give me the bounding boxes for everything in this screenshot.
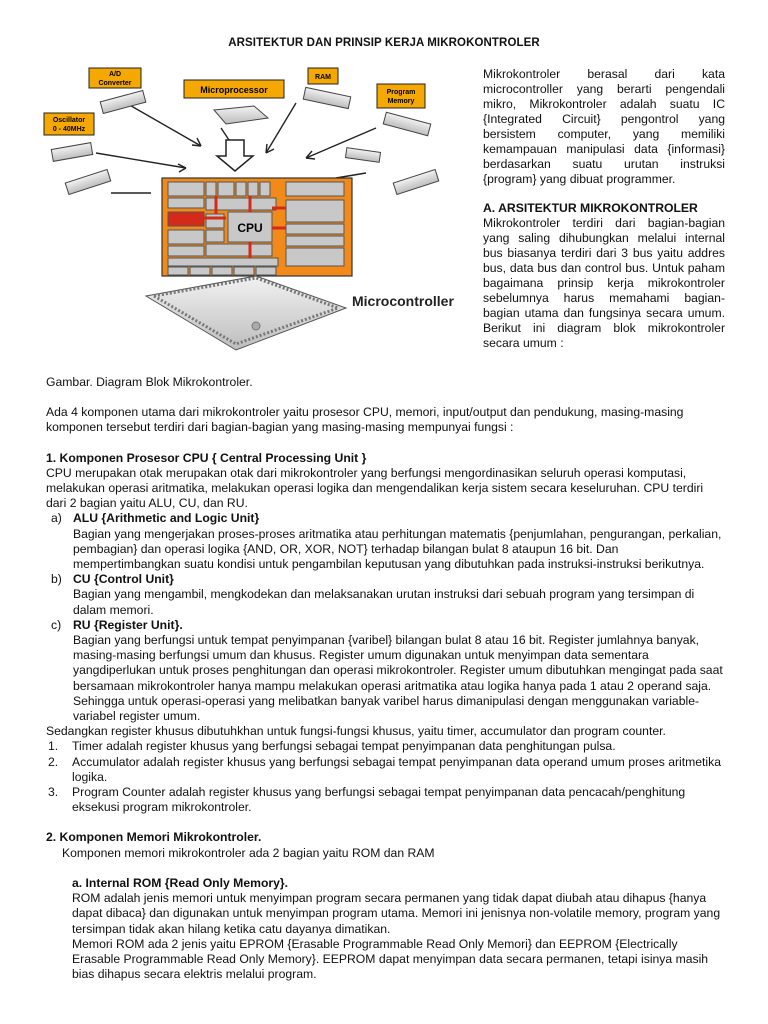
microcontroller-figure bbox=[36, 58, 476, 358]
microprocessor-group bbox=[184, 80, 284, 124]
cu-title: CU {Control Unit} bbox=[73, 572, 174, 587]
section-2-text: Komponen memori mikrokontroler ada 2 bagian yaitu ROM dan RAM bbox=[62, 845, 435, 860]
body-text bbox=[46, 375, 726, 982]
section-1-heading: 1. Komponen Prosesor CPU { Central Processing Unit } bbox=[46, 450, 367, 465]
osc-label-1: Oscillator bbox=[52, 117, 86, 124]
ru-title: RU {Register Unit}. bbox=[73, 617, 183, 632]
special-register-intro: Sedangkan register khusus dibutuhkhan untuk fungsi-fungsi khusus, yaitu timer, accumulator dan program counter. bbox=[46, 724, 666, 739]
list-item-ru bbox=[46, 618, 726, 724]
side-chip-left bbox=[65, 169, 111, 194]
list-marker: 2. bbox=[48, 754, 59, 769]
list-item-timer bbox=[46, 739, 726, 754]
ram-label: RAM bbox=[315, 74, 331, 81]
mc-chip bbox=[146, 276, 346, 350]
timer-text: Timer adalah register khusus yang berfungsi sebagai tempat penyimpanan data penghitungan pulsa. bbox=[72, 739, 616, 754]
architecture-heading: A. ARSITEKTUR MIKROKONTROLER bbox=[483, 201, 698, 215]
list-marker: b) bbox=[51, 572, 62, 587]
rom-paragraph-1: ROM adalah jenis memori untuk menyimpan program secara permanen yang tidak dapat diubah atau dihapus {hanya dapat dibaca} dan digunakan untuk menyimpan program utama. Memori ini jenisnya non-volatile memory, program yang tersimpan tidak akan hilang ketika catu dayanya dimatikan. bbox=[72, 891, 721, 936]
rom-paragraph-2: Memori ROM ada 2 jenis yaitu EPROM {Erasable Programmable Read Only Memori} dan EEPROM {Electrically Erasable Programmable Read Only Memory}. EEPROM dapat menyimpan data secara permanen, tetapi isinya masih bias dihapus secara elektris melalui program. bbox=[72, 936, 709, 982]
cu-text: Bagian yang mengambil, mengkodekan dan melaksanakan urutan instruksi dari sebuah program yang tersimpan di dalam memori. bbox=[73, 587, 695, 617]
section-1-text: CPU merupakan otak merupakan otak dari mikrokontroler yang berfungsi mengordinasikan seluruh operasi komputasi, melakukan operasi aritmatika, melakukan operasi logika dan mengendalikan kerja sistem secara keseluruhan. CPU terdiri dari 2 bagian yaitu ALU, CU, dan RU. bbox=[46, 465, 704, 511]
osc-label-2: 0 - 40MHz bbox=[52, 126, 86, 133]
section-2-heading: 2. Komponen Memori Mikrokontroler. bbox=[46, 830, 262, 845]
components-paragraph: Ada 4 komponen utama dari mikrokontroler yaitu prosesor CPU, memori, input/output dan pendukung, masing-masing komponen tersebut terdiri dari bagian-bagian yang masing-masing mempunyai fungsi : bbox=[46, 405, 684, 435]
program-memory-group bbox=[377, 84, 431, 136]
oscillator-group bbox=[44, 113, 94, 161]
microprocessor-label: Microprocessor bbox=[200, 85, 268, 95]
program-counter-text: Program Counter adalah register khusus yang berfungsi sebagai tempat penyimpanan data pencacah/penghitung eksekusi program mikrokontroler. bbox=[72, 785, 686, 815]
list-marker: a) bbox=[51, 511, 62, 526]
list-item-program-counter bbox=[46, 785, 726, 815]
pm-label-1: Program bbox=[386, 89, 416, 96]
ad-label-1: A/D bbox=[108, 71, 122, 78]
rom-heading: a. Internal ROM {Read Only Memory}. bbox=[72, 875, 289, 890]
list-item-alu bbox=[46, 511, 726, 572]
page-title: ARSITEKTUR DAN PRINSIP KERJA MIKROKONTROLER bbox=[228, 37, 540, 49]
ru-text: Bagian yang berfungsi untuk tempat penyimpanan {varibel} bilangan bulat 8 atau 16 bit. Register jumlahnya banyak, masing-masing berfungsi umum dan khusus. Register umum digunakan untuk menyimpan data sementara yangdiperlukan untuk proses penghitungan dan operasi mikrokontroler. Register umum dibutuhkan mengingat pada saat bersamaan mikrokontroler hanya mampu melakukan operasi aritmatika atau logika hanya pada 1 atau 2 operand saja. Sehingga untuk operasi-operasi yang melibatkan banyak varibel harus dimanipulasi dengan menggunakan variable-variabel register umum. bbox=[73, 633, 723, 724]
mc-block-diagram bbox=[162, 178, 352, 276]
list-item-accumulator bbox=[46, 755, 726, 785]
list-marker: c) bbox=[51, 617, 62, 632]
microcontroller-label: Microcontroller bbox=[352, 293, 454, 309]
big-down-arrow bbox=[217, 140, 253, 171]
ad-label-2: Converter bbox=[98, 80, 132, 87]
list-marker: 1. bbox=[48, 739, 59, 754]
intro-column bbox=[483, 67, 725, 351]
alu-text: Bagian yang mengerjakan proses-proses aritmatika atau perhitungan matematis {penjumlahan, pengurangan, perkalian, pembagian} dan operasi logika {AND, OR, XOR, NOT} terhadap bilangan bulat 8 ataupun 16 bit. Dan mempertimbangkan suatu kondisi untuk pengambilan keputusan yang dibutuhkan pada instruksi-instruksi berikutnya. bbox=[73, 526, 722, 572]
side-chip-right-2 bbox=[345, 148, 380, 163]
accumulator-text: Accumulator adalah register khusus yang berfungsi sebagai tempat penyimpanan data operand umum proses aritmetika logika. bbox=[72, 754, 722, 784]
ram-group bbox=[303, 68, 350, 109]
side-chip-right-1 bbox=[393, 169, 439, 194]
intro-paragraph-2: Mikrokontroler terdiri dari bagian-bagian yang saling dihubungkan melalui internal bus biasanya terdiri dari 3 bus yaitu addres bus, data bus dan control bus. Untuk paham bagaimana prinsip kerja mikrokontroler sebelumnya harus memahami bagian-bagian utama dan fungsinya secara umum. Berikut ini diagram blok mikrokontroler secara umum : bbox=[483, 216, 725, 350]
alu-title: ALU {Arithmetic and Logic Unit} bbox=[73, 511, 260, 526]
list-marker: 3. bbox=[48, 785, 59, 800]
list-item-cu bbox=[46, 572, 726, 618]
cpu-label: CPU bbox=[237, 221, 263, 235]
ad-converter-group bbox=[89, 68, 146, 113]
intro-paragraph-1: Mikrokontroler berasal dari kata microcontroller yang berarti pengendali mikro, Mikrokontroler adalah suatu IC {Integrated Circuit} pengontrol yang bersistem computer, yang memiliki kemampauan manipulasi data {informasi} berdasarkan suatu urutan instruksi {program} yang dibuat programmer. bbox=[483, 67, 725, 186]
figure-caption: Gambar. Diagram Blok Mikrokontroler. bbox=[46, 375, 253, 389]
pm-label-2: Memory bbox=[387, 98, 415, 105]
